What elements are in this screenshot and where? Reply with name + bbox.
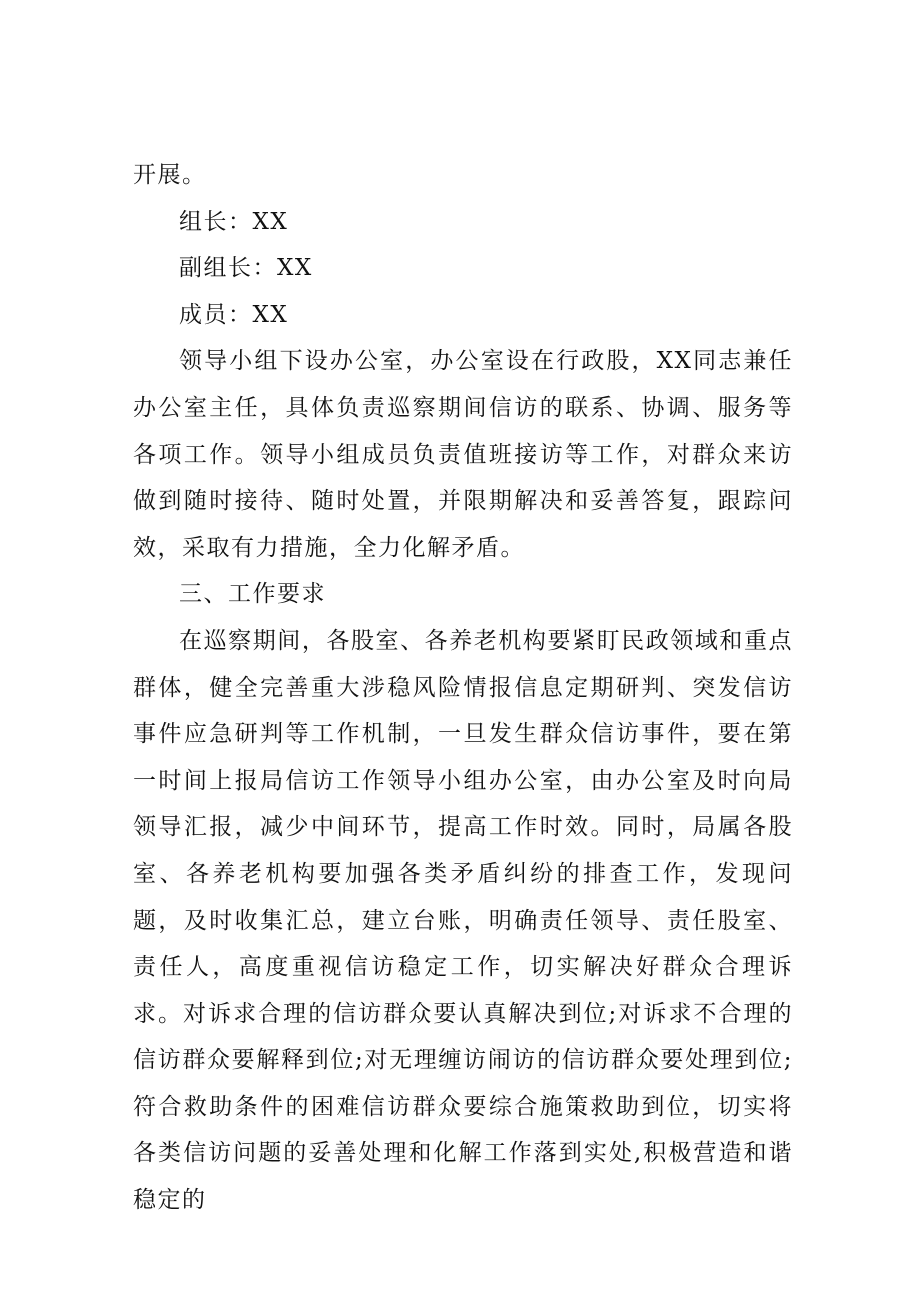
members-line: 成员：XX: [179, 301, 289, 328]
work-requirements-paragraph: 在巡察期间，各股室、各养老机构要紧盯民政领域和重点群体，健全完善重大涉稳风险情报信息定期研判、突发信访事件应急研判等工作机制，一旦发生群众信访事件，要在第一时间上报局信访工作领导小组办公室，由办公室及时向局领导汇报，减少中间环节，提高工作时效。同时，局属各股室、各养老机构要加强各类矛盾纠纷的排查工作，发现问题，及时收集汇总，建立台账，明确责任领导、责任股室、责任人，高度重视信访稳定工作，切实解决好群众合理诉求。对诉求合理的信访群众要认真解决到位;对诉求不合理的信访群众要解释到位;对无理缠访闹访的信访群众要处理到位;符合救助条件的困难信访群众要综合施策救助到位，切实将各类信访问题的妥善处理和化解工作落到实处,积极营造和谐稳定的: [133, 627, 793, 1214]
team-leader-line: 组长：XX: [179, 208, 289, 235]
deputy-leader-line: 副组长：XX: [179, 255, 313, 282]
paragraph-continuation: 开展。: [133, 162, 207, 188]
section-heading-work-requirements: 三、工作要求: [179, 581, 326, 608]
office-setup-paragraph: 领导小组下设办公室，办公室设在行政股，XX同志兼任办公室主任，具体负责巡察期间信访的联系、协调、服务等各项工作。领导小组成员负责值班接访等工作，对群众来访做到随时接待、随时处置，并限期解决和妥善答复，跟踪问效，采取有力措施，全力化解矛盾。: [133, 348, 793, 561]
document-body: [133, 152, 793, 1224]
